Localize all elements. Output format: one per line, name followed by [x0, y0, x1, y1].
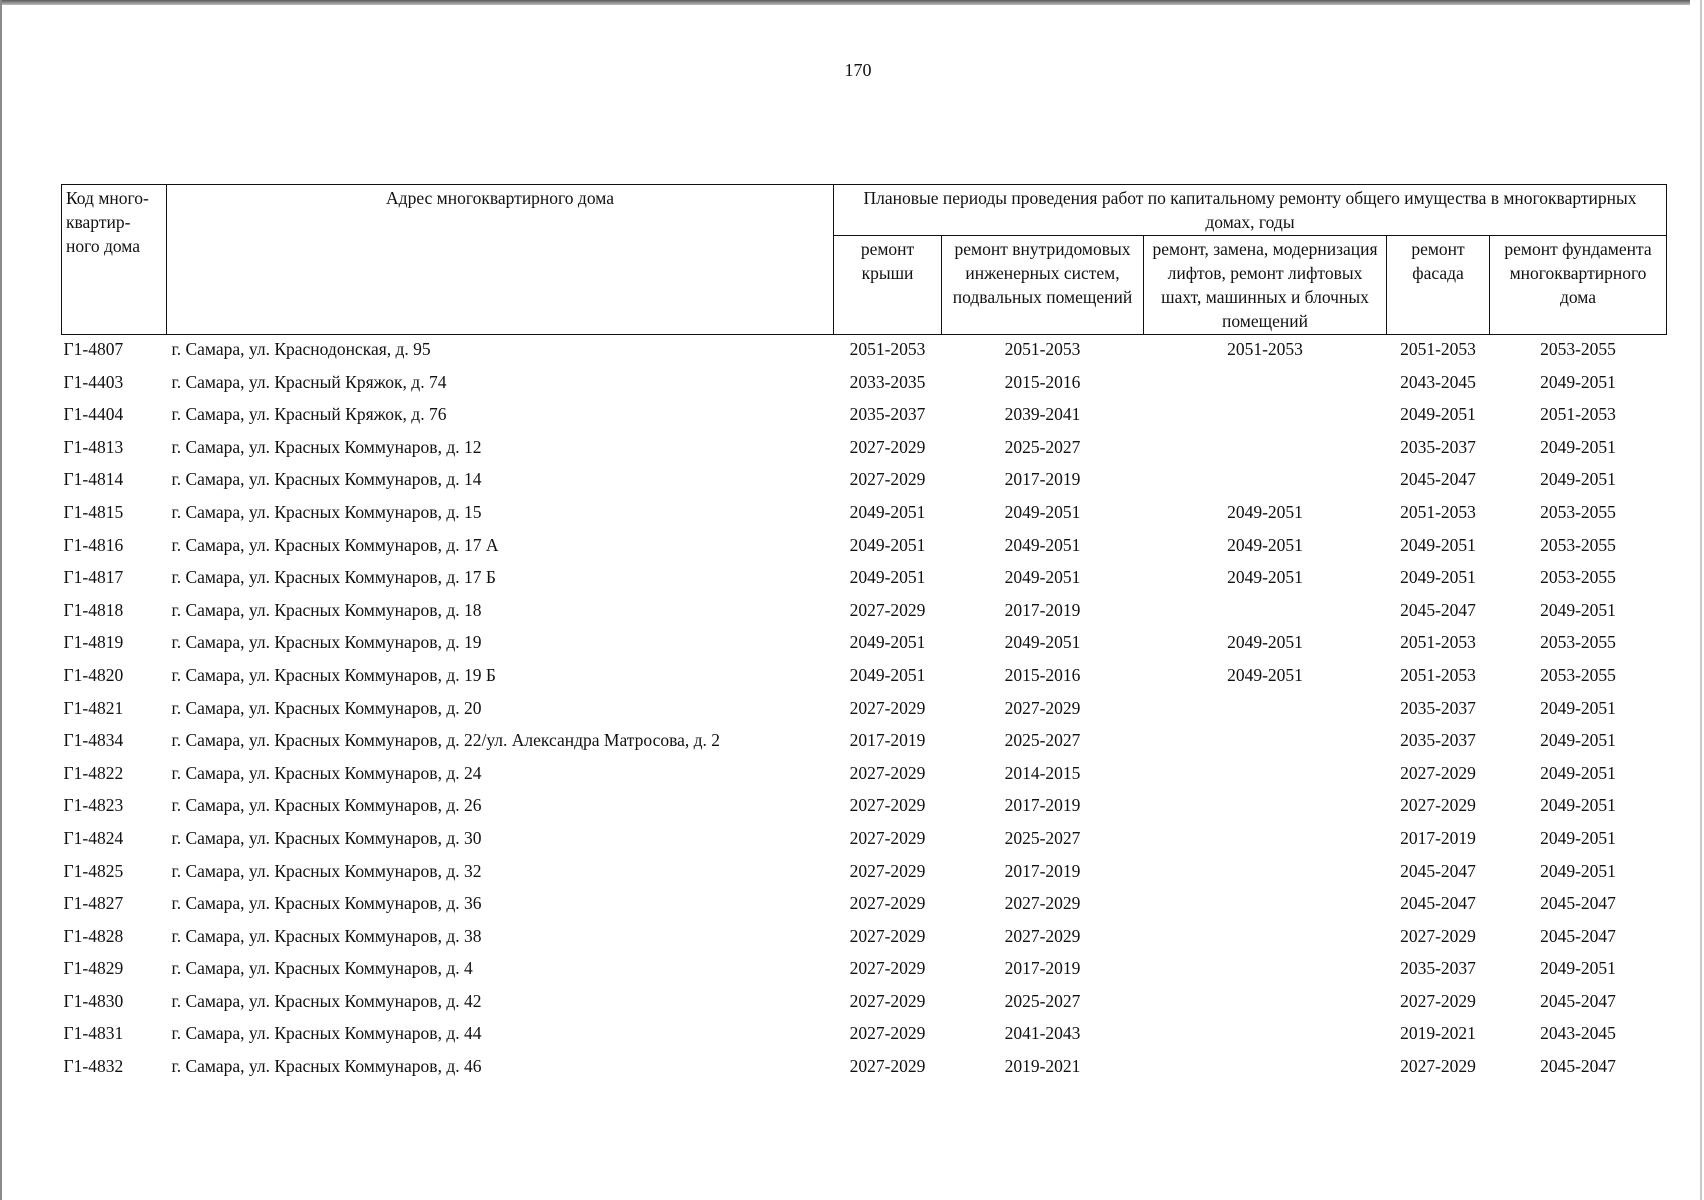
cell-code: Г1-4816 — [63, 534, 124, 555]
repair-schedule-table — [61, 184, 1667, 1087]
cell-facade: 2045-2047 — [1400, 860, 1476, 881]
cell-elevators — [1144, 859, 1387, 892]
cell-facade: 2027-2029 — [1400, 762, 1476, 783]
cell-foundation: 2049-2051 — [1540, 795, 1616, 816]
cell-roof: 2027-2029 — [849, 925, 926, 946]
scan-edge-top — [0, 0, 1690, 5]
cell-engineering: 2049-2051 — [1004, 567, 1081, 588]
cell-roof: 2027-2029 — [849, 827, 926, 848]
cell-facade: 2049-2051 — [1400, 567, 1476, 588]
cell-engineering: 2049-2051 — [1004, 632, 1081, 653]
cell-engineering: 2017-2019 — [1004, 860, 1081, 881]
cell-address: г. Самара, ул. Красных Коммунаров, д. 24 — [171, 762, 482, 783]
cell-elevators — [1144, 761, 1387, 794]
cell-foundation: 2045-2047 — [1540, 925, 1616, 946]
cell-engineering: 2049-2051 — [1004, 501, 1081, 522]
cell-roof: 2027-2029 — [849, 795, 926, 816]
table-row — [62, 500, 1667, 533]
cell-code: Г1-4814 — [63, 469, 124, 490]
cell-facade: 2035-2037 — [1400, 958, 1476, 979]
cell-facade: 2051-2053 — [1400, 632, 1476, 653]
cell-code: Г1-4829 — [63, 958, 124, 979]
scan-edge-left — [0, 0, 2, 1200]
table-header — [62, 185, 1667, 335]
cell-engineering: 2049-2051 — [1004, 534, 1081, 555]
cell-foundation: 2049-2051 — [1540, 697, 1616, 718]
cell-roof: 2049-2051 — [849, 534, 926, 555]
cell-code: Г1-4832 — [63, 1056, 124, 1077]
cell-address: г. Самара, ул. Красных Коммунаров, д. 17 А — [171, 534, 499, 555]
cell-engineering: 2027-2029 — [1004, 925, 1081, 946]
cell-elevators: 2049-2051 — [1227, 664, 1303, 685]
cell-roof: 2027-2029 — [849, 469, 926, 490]
cell-elevators — [1144, 891, 1387, 924]
table-row — [62, 1054, 1667, 1087]
cell-code: Г1-4403 — [63, 371, 124, 392]
cell-address: г. Самара, ул. Красных Коммунаров, д. 15 — [171, 501, 482, 522]
cell-elevators — [1144, 793, 1387, 826]
cell-engineering: 2025-2027 — [1004, 990, 1081, 1011]
header-roof: ремонт крыши — [834, 236, 942, 335]
cell-address: г. Самара, ул. Красный Кряжок, д. 74 — [171, 371, 447, 392]
cell-elevators — [1144, 402, 1387, 435]
cell-foundation: 2049-2051 — [1540, 827, 1616, 848]
cell-elevators — [1144, 435, 1387, 468]
cell-address: г. Самара, ул. Красных Коммунаров, д. 17 Б — [171, 567, 496, 588]
cell-engineering: 2015-2016 — [1004, 371, 1081, 392]
cell-foundation: 2043-2045 — [1540, 1023, 1616, 1044]
cell-address: г. Самара, ул. Красный Кряжок, д. 76 — [171, 404, 447, 425]
table-row — [62, 335, 1667, 370]
cell-foundation: 2053-2055 — [1540, 664, 1616, 685]
cell-code: Г1-4820 — [63, 664, 124, 685]
cell-elevators: 2049-2051 — [1227, 567, 1303, 588]
cell-foundation: 2049-2051 — [1540, 469, 1616, 490]
cell-engineering: 2017-2019 — [1004, 469, 1081, 490]
cell-address: г. Самара, ул. Красных Коммунаров, д. 32 — [171, 860, 482, 881]
cell-elevators: 2049-2051 — [1227, 501, 1303, 522]
cell-code: Г1-4404 — [63, 404, 124, 425]
cell-elevators: 2049-2051 — [1227, 534, 1303, 555]
cell-roof: 2049-2051 — [849, 501, 926, 522]
cell-engineering: 2017-2019 — [1004, 599, 1081, 620]
cell-code: Г1-4830 — [63, 990, 124, 1011]
cell-facade: 2027-2029 — [1400, 925, 1476, 946]
cell-code: Г1-4821 — [63, 697, 124, 718]
cell-code: Г1-4831 — [63, 1023, 124, 1044]
cell-foundation: 2049-2051 — [1540, 762, 1616, 783]
cell-facade: 2017-2019 — [1400, 827, 1476, 848]
cell-facade: 2019-2021 — [1400, 1023, 1476, 1044]
cell-facade: 2035-2037 — [1400, 436, 1476, 457]
cell-code: Г1-4822 — [63, 762, 124, 783]
cell-foundation: 2049-2051 — [1540, 958, 1616, 979]
cell-foundation: 2045-2047 — [1540, 1056, 1616, 1077]
table-row — [62, 728, 1667, 761]
table-row — [62, 467, 1667, 500]
cell-engineering: 2015-2016 — [1004, 664, 1081, 685]
cell-address: г. Самара, ул. Красных Коммунаров, д. 36 — [171, 893, 482, 914]
header-foundation: ремонт фундамента многоквартирного дома — [1490, 236, 1667, 335]
cell-address: г. Самара, ул. Красных Коммунаров, д. 12 — [171, 436, 482, 457]
cell-elevators — [1144, 728, 1387, 761]
cell-engineering: 2041-2043 — [1004, 1023, 1081, 1044]
cell-roof: 2027-2029 — [849, 1023, 926, 1044]
cell-foundation: 2049-2051 — [1540, 730, 1616, 751]
page-number: 170 — [844, 60, 872, 80]
cell-elevators — [1144, 696, 1387, 729]
cell-facade: 2043-2045 — [1400, 371, 1476, 392]
cell-elevators — [1144, 598, 1387, 631]
cell-elevators — [1144, 924, 1387, 957]
table-row — [62, 793, 1667, 826]
cell-code: Г1-4815 — [63, 501, 124, 522]
cell-code: Г1-4823 — [63, 795, 124, 816]
cell-address: г. Самара, ул. Красных Коммунаров, д. 19 — [171, 632, 482, 653]
cell-roof: 2035-2037 — [849, 404, 926, 425]
cell-address: г. Самара, ул. Красных Коммунаров, д. 20 — [171, 697, 482, 718]
cell-elevators — [1144, 1021, 1387, 1054]
table-row — [62, 663, 1667, 696]
cell-code: Г1-4834 — [63, 730, 124, 751]
cell-code: Г1-4825 — [63, 860, 124, 881]
cell-foundation: 2045-2047 — [1540, 990, 1616, 1011]
cell-code: Г1-4824 — [63, 827, 124, 848]
table-row — [62, 891, 1667, 924]
cell-foundation: 2053-2055 — [1540, 534, 1616, 555]
cell-facade: 2027-2029 — [1400, 1056, 1476, 1077]
cell-address: г. Самара, ул. Красных Коммунаров, д. 18 — [171, 599, 482, 620]
cell-engineering: 2051-2053 — [1004, 339, 1081, 359]
cell-foundation: 2053-2055 — [1540, 501, 1616, 522]
cell-facade: 2045-2047 — [1400, 469, 1476, 490]
table-row — [62, 859, 1667, 892]
table-row — [62, 565, 1667, 598]
cell-foundation: 2049-2051 — [1540, 599, 1616, 620]
cell-address: г. Самара, ул. Красных Коммунаров, д. 26 — [171, 795, 482, 816]
cell-address: г. Самара, ул. Красных Коммунаров, д. 19 Б — [171, 664, 496, 685]
cell-foundation: 2049-2051 — [1540, 371, 1616, 392]
table-row — [62, 533, 1667, 566]
cell-roof: 2027-2029 — [849, 860, 926, 881]
cell-elevators — [1144, 826, 1387, 859]
cell-facade: 2049-2051 — [1400, 404, 1476, 425]
cell-roof: 2017-2019 — [849, 730, 926, 751]
cell-facade: 2035-2037 — [1400, 697, 1476, 718]
cell-engineering: 2025-2027 — [1004, 730, 1081, 751]
cell-facade: 2027-2029 — [1400, 990, 1476, 1011]
table-row — [62, 630, 1667, 663]
cell-engineering: 2014-2015 — [1004, 762, 1081, 783]
cell-code: Г1-4818 — [63, 599, 124, 620]
cell-engineering: 2019-2021 — [1004, 1056, 1081, 1077]
cell-code: Г1-4827 — [63, 893, 124, 914]
cell-facade: 2051-2053 — [1400, 501, 1476, 522]
cell-foundation: 2053-2055 — [1540, 567, 1616, 588]
cell-foundation: 2049-2051 — [1540, 860, 1616, 881]
table-row — [62, 402, 1667, 435]
cell-engineering: 2025-2027 — [1004, 827, 1081, 848]
cell-elevators — [1144, 956, 1387, 989]
cell-address: г. Самара, ул. Красных Коммунаров, д. 44 — [171, 1023, 482, 1044]
table-row — [62, 598, 1667, 631]
cell-address: г. Самара, ул. Красных Коммунаров, д. 30 — [171, 827, 482, 848]
cell-address: г. Самара, ул. Красных Коммунаров, д. 38 — [171, 925, 482, 946]
header-engineering: ремонт внутридомовых инженерных систем, подвальных помещений — [942, 236, 1144, 335]
cell-roof: 2049-2051 — [849, 632, 926, 653]
cell-roof: 2027-2029 — [849, 436, 926, 457]
header-address: Адрес многоквартирного дома — [167, 185, 834, 335]
table-row — [62, 435, 1667, 468]
cell-code: Г1-4819 — [63, 632, 124, 653]
cell-foundation: 2053-2055 — [1540, 632, 1616, 653]
cell-roof: 2027-2029 — [849, 990, 926, 1011]
cell-roof: 2051-2053 — [849, 339, 926, 359]
cell-address: г. Самара, ул. Красных Коммунаров, д. 14 — [171, 469, 482, 490]
cell-roof: 2027-2029 — [849, 1056, 926, 1077]
cell-foundation: 2053-2055 — [1540, 339, 1616, 359]
cell-facade: 2027-2029 — [1400, 795, 1476, 816]
header-elevators: ремонт, замена, модернизация лифтов, ремонт лифтовых шахт, машинных и блочных помещений — [1144, 236, 1387, 335]
cell-engineering: 2017-2019 — [1004, 795, 1081, 816]
cell-roof: 2033-2035 — [849, 371, 926, 392]
cell-address: г. Самара, ул. Красных Коммунаров, д. 22/ул. Александра Матросова, д. 2 — [171, 730, 721, 751]
cell-elevators — [1144, 1054, 1387, 1087]
cell-roof: 2049-2051 — [849, 664, 926, 685]
cell-code: Г1-4828 — [63, 925, 124, 946]
cell-elevators — [1144, 989, 1387, 1022]
header-periods: Плановые периоды проведения работ по капитальному ремонту общего имущества в многоквартирных домах, годы — [834, 185, 1667, 236]
cell-elevators — [1144, 370, 1387, 403]
cell-code: Г1-4807 — [63, 339, 124, 359]
cell-elevators — [1144, 467, 1387, 500]
cell-facade: 2035-2037 — [1400, 730, 1476, 751]
table-row — [62, 1021, 1667, 1054]
header-code: Код много-квартир-ного дома — [62, 185, 167, 335]
cell-facade: 2045-2047 — [1400, 893, 1476, 914]
cell-address: г. Самара, ул. Красных Коммунаров, д. 46 — [171, 1056, 482, 1077]
cell-foundation: 2045-2047 — [1540, 893, 1616, 914]
cell-address: г. Самара, ул. Красных Коммунаров, д. 42 — [171, 990, 482, 1011]
cell-roof: 2027-2029 — [849, 599, 926, 620]
cell-engineering: 2017-2019 — [1004, 958, 1081, 979]
cell-elevators: 2051-2053 — [1227, 339, 1303, 359]
cell-code: Г1-4813 — [63, 436, 124, 457]
cell-roof: 2027-2029 — [849, 697, 926, 718]
table-row — [62, 989, 1667, 1022]
cell-engineering: 2039-2041 — [1004, 404, 1081, 425]
cell-engineering: 2027-2029 — [1004, 893, 1081, 914]
cell-address: г. Самара, ул. Красных Коммунаров, д. 4 — [171, 958, 473, 979]
scan-edge-right — [1700, 0, 1702, 1200]
cell-roof: 2049-2051 — [849, 567, 926, 588]
cell-elevators: 2049-2051 — [1227, 632, 1303, 653]
cell-address: г. Самара, ул. Краснодонская, д. 95 — [171, 339, 431, 359]
cell-roof: 2027-2029 — [849, 958, 926, 979]
cell-facade: 2051-2053 — [1400, 339, 1476, 359]
table-row — [62, 826, 1667, 859]
cell-facade: 2051-2053 — [1400, 664, 1476, 685]
cell-roof: 2027-2029 — [849, 893, 926, 914]
cell-foundation: 2051-2053 — [1540, 404, 1616, 425]
cell-foundation: 2049-2051 — [1540, 436, 1616, 457]
table-row — [62, 956, 1667, 989]
cell-facade: 2045-2047 — [1400, 599, 1476, 620]
table-row — [62, 370, 1667, 403]
cell-code: Г1-4817 — [63, 567, 124, 588]
table-row — [62, 924, 1667, 957]
cell-facade: 2049-2051 — [1400, 534, 1476, 555]
header-facade: ремонт фасада — [1387, 236, 1490, 335]
table-row — [62, 761, 1667, 794]
cell-roof: 2027-2029 — [849, 762, 926, 783]
table-body — [62, 335, 1667, 1087]
cell-engineering: 2027-2029 — [1004, 697, 1081, 718]
table-row — [62, 696, 1667, 729]
cell-engineering: 2025-2027 — [1004, 436, 1081, 457]
